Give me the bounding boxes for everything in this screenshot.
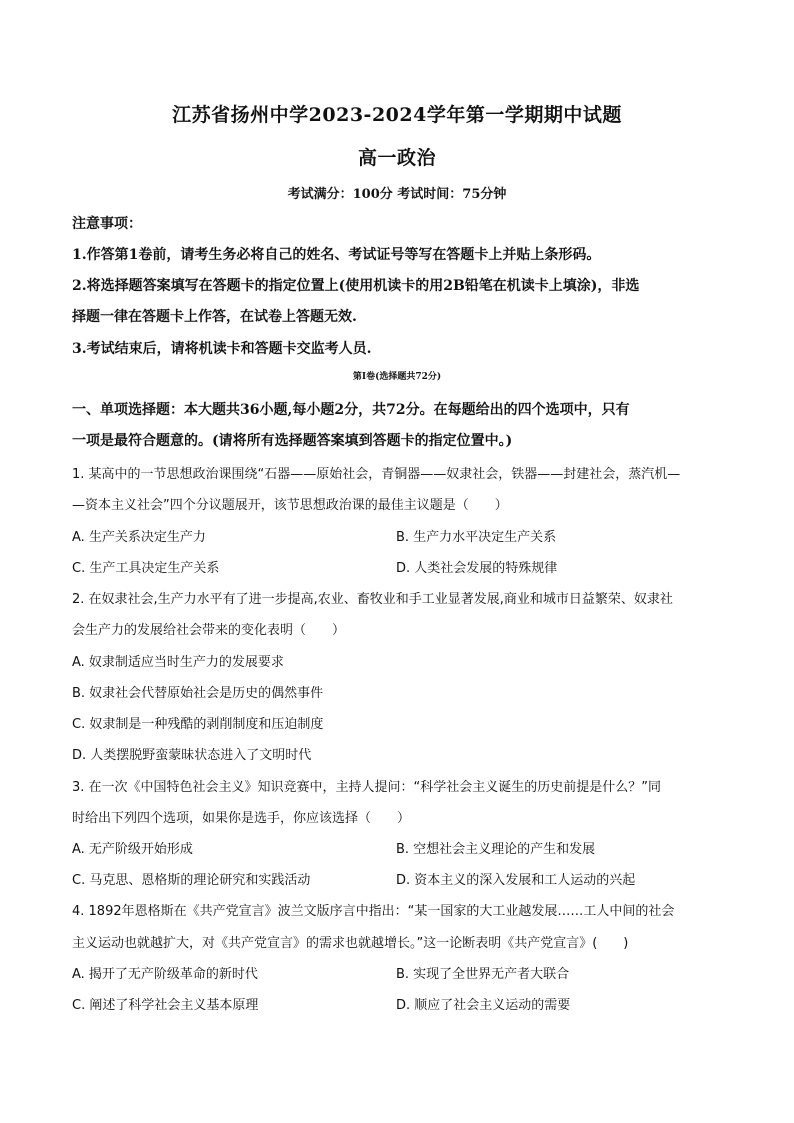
notice-item-2-line-1: 2.将选择题答案填写在答题卡的指定位置上(使用机读卡的用2B铅笔在机读卡上填涂)，非选 <box>72 278 640 294</box>
question-4-option-b: B. 实现了全世界无产者大联合 <box>396 967 570 982</box>
question-1-option-d: D. 人类社会发展的特殊规律 <box>396 561 558 576</box>
question-4-option-d: D. 顺应了社会主义运动的需要 <box>396 998 571 1013</box>
question-3-option-d: D. 资本主义的深入发展和工人运动的兴起 <box>396 873 636 888</box>
notice-heading: 注意事项： <box>72 216 142 232</box>
question-3-option-b: B. 空想社会主义理论的产生和发展 <box>396 842 596 857</box>
question-3-stem-line-2: 时给出下列四个选项，如果你是选手，你应该选择（ ） <box>72 811 411 826</box>
question-3-option-c: C. 马克思、恩格斯的理论研究和实践活动 <box>72 873 311 888</box>
section-title: 第Ⅰ卷(选择题共72分) <box>352 372 442 382</box>
exam-info: 考试满分：100分 考试时间：75分钟 <box>287 187 507 202</box>
exam-subject: 高一政治 <box>357 147 436 169</box>
notice-item-1: 1.作答第1卷前，请考生务必将自己的姓名、考试证号等写在答题卡上并贴上条形码。 <box>72 247 601 263</box>
question-1-option-c: C. 生产工具决定生产关系 <box>72 561 220 576</box>
question-4-stem-line-2: 主义运动也就越扩大，对《共产党宣言》的需求也就越增长。”这一论断表明《共产党宣言》( ) <box>72 936 629 951</box>
notice-item-2-line-2: 择题一律在答题卡上作答，在试卷上答题无效. <box>72 309 357 325</box>
question-1-stem-line-1: 1. 某高中的一节思想政治课围绕“石器——原始社会，青铜器——奴隶社会，铁器——封建社会，蒸汽机— <box>72 467 681 482</box>
question-4-option-c: C. 阐述了科学社会主义基本原理 <box>72 998 259 1013</box>
exam-title: 江苏省扬州中学2023-2024学年第一学期期中试题 <box>172 104 622 126</box>
section-instruction-line-2: 一项是最符合题意的。(请将所有选择题答案填到答题卡的指定位置中。) <box>72 433 513 449</box>
question-1-stem-line-2: —资本主义社会”四个分议题展开，该节思想政治课的最佳主议题是（ ） <box>72 498 508 513</box>
question-2-stem-line-1: 2. 在奴隶社会,生产力水平有了进一步提高,农业、畜牧业和手工业显著发展,商业和城市日益繁荣、奴隶社 <box>72 592 673 607</box>
section-instruction-line-1: 一、单项选择题：本大题共36小题,每小题2分，共72分。在每题给出的四个选项中，只有 <box>72 402 630 418</box>
notice-item-3: 3.考试结束后，请将机读卡和答题卡交监考人员. <box>72 341 372 357</box>
question-2-option-c: C. 奴隶制是一种残酷的剥削制度和压迫制度 <box>72 717 324 732</box>
question-1-option-b: B. 生产力水平决定生产关系 <box>396 530 557 545</box>
question-1-option-a: A. 生产关系决定生产力 <box>72 530 206 545</box>
question-2-option-b: B. 奴隶社会代替原始社会是历史的偶然事件 <box>72 686 324 701</box>
question-2-option-a: A. 奴隶制适应当时生产力的发展要求 <box>72 655 284 670</box>
question-4-stem-line-1: 4. 1892年恩格斯在《共产党宣言》波兰文版序言中指出：“某一国家的大工业越发展……工人中间的社会 <box>72 904 675 919</box>
question-3-option-a: A. 无产阶级开始形成 <box>72 842 193 857</box>
question-2-stem-line-2: 会生产力的发展给社会带来的变化表明（ ） <box>72 623 346 638</box>
question-3-stem-line-1: 3. 在一次《中国特色社会主义》知识竞赛中，主持人提问：“科学社会主义诞生的历史前提是什么？”同 <box>72 780 662 795</box>
question-4-option-a: A. 揭开了无产阶级革命的新时代 <box>72 967 258 982</box>
question-2-option-d: D. 人类摆脱野蛮蒙昧状态进入了文明时代 <box>72 748 312 763</box>
